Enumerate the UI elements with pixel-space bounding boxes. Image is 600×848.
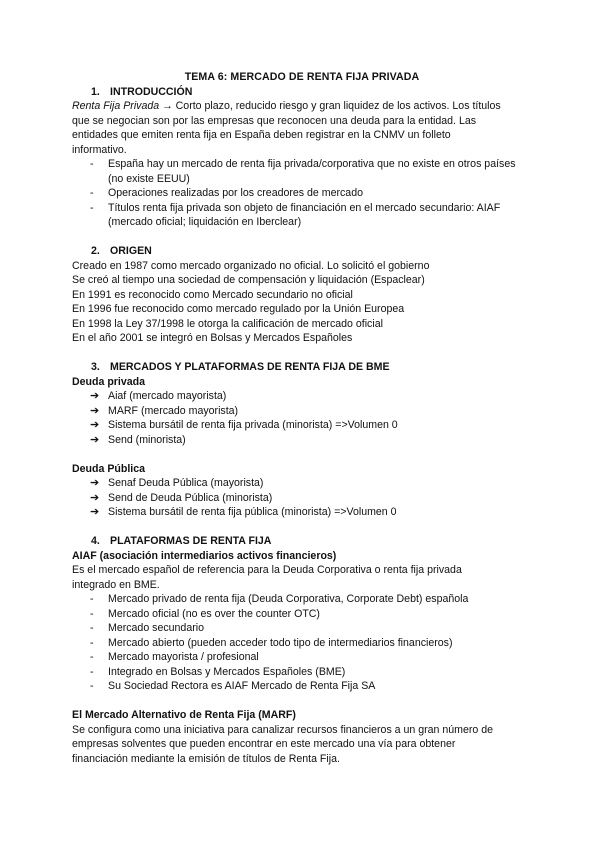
aiaf-line: Es el mercado español de referencia para la Deuda Corporativa o renta fija privada [72, 564, 462, 576]
arrow-icon: ➔ [90, 491, 100, 504]
dash-marker: - [90, 622, 94, 634]
s2-line: Creado en 1987 como mercado organizado no oficial. Lo solicitó el gobierno [72, 259, 430, 272]
s1-line: que se negocian son por las empresas que reconocen una deuda para la entidad. Las [72, 114, 477, 127]
arrow-icon: ➔ [90, 433, 100, 446]
privada-item: ➔ MARF (mercado mayorista) [72, 404, 532, 419]
dash-marker: - [90, 651, 94, 663]
publica-item: ➔ Send de Deuda Pública (minorista) [72, 491, 532, 506]
dash-marker: - [90, 201, 94, 214]
dash-marker: - [90, 665, 94, 678]
arrow-icon: ➔ [90, 404, 100, 417]
dash-marker: - [90, 187, 94, 199]
aiaf-bullet: - Mercado oficial (no es over the counter OTC) [72, 607, 532, 622]
aiaf-line: integrado en BME. [72, 578, 160, 591]
aiaf-bullet: - Mercado abierto (pueden acceder todo tipo de intermediarios financieros) [72, 636, 532, 651]
privada-item: ➔ Aiaf (mercado mayorista) [72, 389, 532, 404]
publica-item: ➔ Senaf Deuda Pública (mayorista) [72, 476, 532, 491]
dash-marker: - [90, 680, 94, 692]
section-3-heading: 3. MERCADOS Y PLATAFORMAS DE RENTA FIJA DE BME [91, 361, 390, 373]
marf-line: Se configura como una iniciativa para canalizar recursos financieros a un gran número de [72, 723, 494, 736]
s1-bullet: - Títulos renta fija privada son objeto de financiación en el mercado secundario: AIAF (mercado oficial; liquidación en Iberclear) [72, 201, 532, 230]
dash-marker: - [90, 636, 94, 649]
deuda-privada-title: Deuda privada [72, 375, 146, 388]
section-4-heading: 4. PLATAFORMAS DE RENTA FIJA [91, 535, 272, 547]
s1-bullet: - España hay un mercado de renta fija privada/corporativa que no existe en otros países (no existe EEUU) [72, 157, 532, 186]
s2-line: En 1998 la Ley 37/1998 le otorga la calificación de mercado oficial [72, 317, 383, 330]
s1-bullet: - Operaciones realizadas por los creadores de mercado [72, 186, 532, 201]
marf-line: empresas solventes que pueden encontrar en este mercado una vía para obtener [72, 738, 456, 750]
privada-item: ➔ Sistema bursátil de renta fija privada (minorista) =>Volumen 0 [72, 418, 532, 433]
marf-title: El Mercado Alternativo de Renta Fija (MARF) [72, 709, 296, 721]
marf-line: financiación mediante la emisión de títulos de Renta Fija. [72, 752, 340, 765]
s2-line: En el año 2001 se integró en Bolsas y Mercados Españoles [72, 332, 353, 344]
s1-line: informativo. [72, 143, 127, 156]
dash-marker: - [90, 158, 94, 170]
aiaf-bullet: - Mercado secundario [72, 621, 532, 636]
arrow-icon: ➔ [90, 506, 100, 518]
publica-item: ➔ Sistema bursátil de renta fija pública (minorista) =>Volumen 0 [72, 505, 532, 520]
aiaf-title: AIAF (asociación intermediarios activos financieros) [72, 549, 337, 562]
dash-marker: - [90, 607, 94, 620]
s2-line: En 1991 es reconocido como Mercado secundario no oficial [72, 288, 353, 301]
arrow-icon: ➔ [90, 419, 100, 431]
section-1-heading: 1. INTRODUCCIÓN [91, 85, 193, 98]
aiaf-bullet: - Mercado mayorista / profesional [72, 650, 532, 665]
aiaf-bullet: - Su Sociedad Rectora es AIAF Mercado de Renta Fija SA [72, 679, 532, 694]
s2-line: En 1996 fue reconocido como mercado regulado por la Unión Europea [72, 303, 405, 315]
document-title: TEMA 6: MERCADO DE RENTA FIJA PRIVADA [184, 71, 420, 83]
s2-line: Se creó al tiempo una sociedad de compensación y liquidación (Espaclear) [72, 274, 425, 286]
aiaf-bullet: - Integrado en Bolsas y Mercados Españoles (BME) [72, 665, 532, 680]
section-2-heading: 2. ORIGEN [91, 245, 152, 257]
arrow-icon: ➔ [90, 390, 100, 402]
s1-line: entidades que emiten renta fija en España deben registrar en la CNMV un folleto [72, 129, 451, 141]
deuda-publica-title: Deuda Pública [72, 462, 145, 475]
privada-item: ➔ Send (minorista) [72, 433, 532, 448]
dash-marker: - [90, 593, 94, 605]
aiaf-bullet: - Mercado privado de renta fija (Deuda Corporativa, Corporate Debt) española [72, 592, 532, 607]
document-page [72, 70, 532, 766]
arrow-icon: ➔ [90, 477, 100, 489]
s1-intro: Renta Fija Privada → Corto plazo, reducido riesgo y gran liquidez de los activos. Los títulos [72, 100, 501, 112]
